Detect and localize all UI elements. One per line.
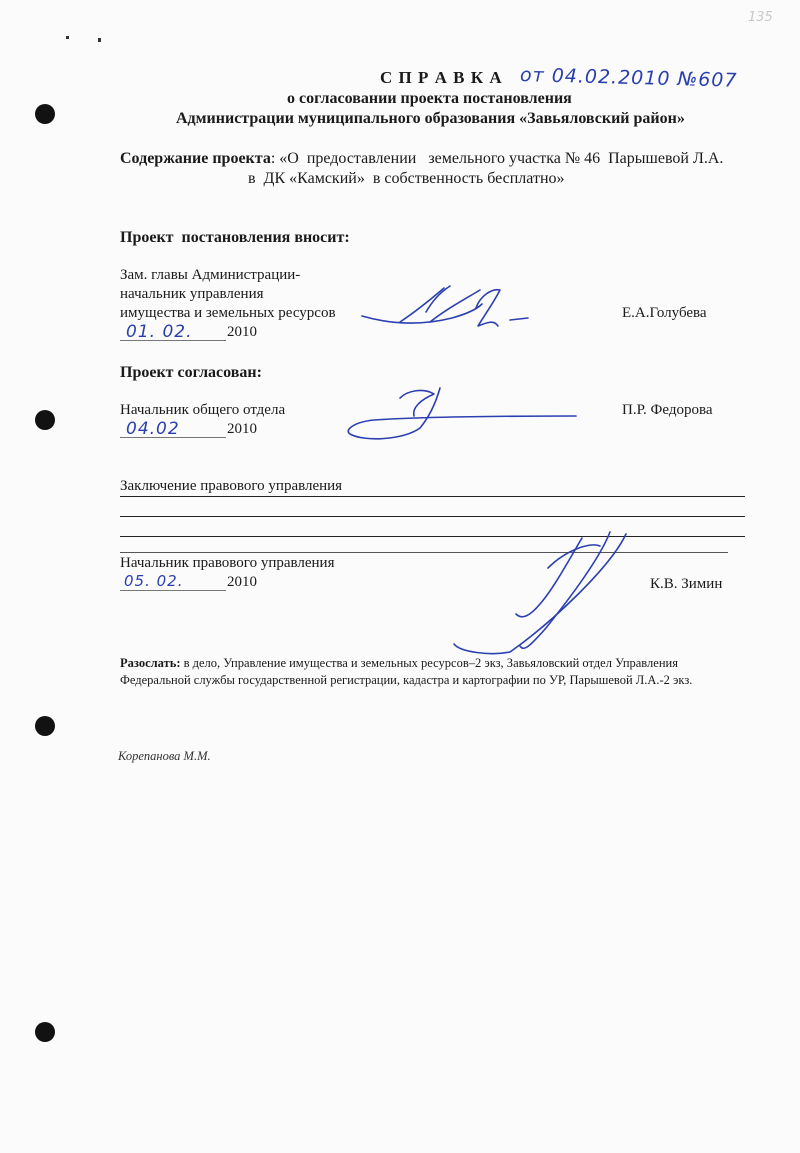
handwritten-reference: от 04.02.2010 №607: [519, 64, 738, 92]
approver-date: 04.02: [126, 419, 180, 439]
approved-heading: Проект согласован:: [120, 364, 262, 381]
legal-head-name: К.В. Зимин: [650, 576, 723, 592]
distribution-line: Федеральной службы государственной регистрации, кадастра и картографии по УР, Парышевой Л.А.-2 экз.: [120, 673, 693, 687]
punch-hole: [35, 1022, 55, 1042]
submitter-signature: [360, 282, 540, 342]
content-label: Содержание проекта: [120, 150, 271, 167]
legal-head-position: Начальник правового управления: [120, 555, 335, 571]
submitter-name: Е.А.Голубева: [622, 305, 707, 321]
scan-mark: [66, 36, 69, 39]
project-content-line: в ДК «Камский» в собственность бесплатно»: [248, 170, 565, 187]
submitter-position: начальник управления: [120, 286, 264, 302]
approver-position: Начальник общего отдела: [120, 402, 286, 418]
approver-signature: [344, 386, 584, 446]
distribution-text: в дело, Управление имущества и земельных ресурсов–2 экз, Завьяловский отдел Управления: [180, 656, 678, 670]
distribution-block: [120, 655, 745, 689]
scan-mark: [98, 38, 101, 42]
legal-conclusion-label: Заключение правового управления: [120, 478, 343, 494]
document-subtitle: Администрации муниципального образования «Завьяловский район»: [176, 110, 685, 127]
submitter-position: Зам. главы Администрации-: [120, 267, 301, 283]
project-content: [120, 150, 723, 168]
conclusion-line: [120, 536, 745, 537]
submitter-date: 01. 02.: [126, 322, 193, 342]
punch-hole: [35, 716, 55, 736]
legal-head-date: 05. 02.: [124, 572, 184, 590]
submitter-year: 2010: [227, 324, 257, 340]
document-title: С П Р А В К А: [380, 68, 503, 87]
document-subtitle: о согласовании проекта постановления: [287, 90, 572, 107]
conclusion-line: [120, 516, 745, 517]
distribution-label: Разослать:: [120, 656, 181, 670]
punch-hole: [35, 104, 55, 124]
page-number: 135: [748, 10, 773, 25]
legal-head-year: 2010: [227, 574, 257, 590]
conclusion-line: [120, 496, 745, 497]
approver-year: 2010: [227, 421, 257, 437]
submitter-position: имущества и земельных ресурсов: [120, 305, 336, 321]
approver-name: П.Р. Федорова: [622, 402, 713, 418]
submitter-heading: Проект постановления вносит:: [120, 229, 350, 246]
punch-hole: [35, 410, 55, 430]
distribution-line: [120, 655, 745, 672]
date-line: [120, 590, 226, 591]
legal-head-signature: [450, 528, 650, 658]
author: Корепанова М.М.: [118, 749, 211, 763]
content-text: : «О предоставлении земельного участка № 46 Парышевой Л.А.: [270, 150, 724, 167]
